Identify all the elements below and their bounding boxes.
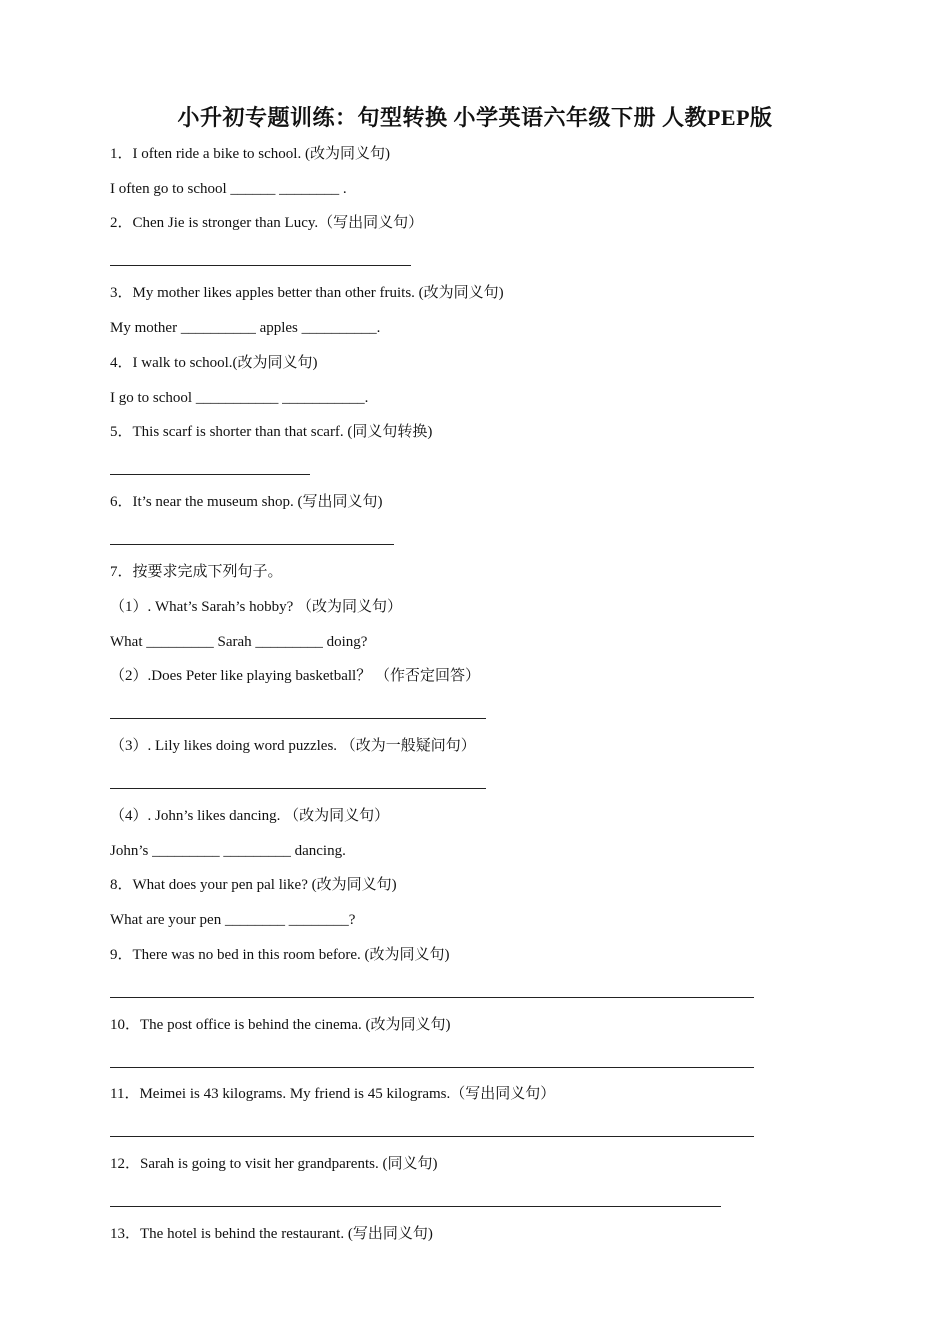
answer-7-1[interactable]: What _________ Sarah _________ doing? — [110, 634, 368, 650]
question-7-1: （1）. What’s Sarah’s hobby? （改为同义句） — [110, 599, 403, 615]
answer-line-9[interactable] — [110, 997, 754, 998]
question-11: 11．Meimei is 43 kilograms. My friend is 45 kilograms.（写出同义句） — [110, 1086, 556, 1102]
question-7: 7．按要求完成下列句子。 — [110, 564, 283, 580]
answer-4[interactable]: I go to school ___________ ___________. — [110, 390, 369, 406]
answer-1[interactable]: I often go to school ______ ________ . — [110, 181, 347, 197]
question-5: 5．This scarf is shorter than that scarf. (同义句转换) — [110, 424, 433, 440]
question-2: 2．Chen Jie is stronger than Lucy.（写出同义句） — [110, 215, 424, 231]
answer-line-7-2[interactable] — [110, 718, 486, 719]
question-1: 1．I often ride a bike to school. (改为同义句) — [110, 146, 390, 162]
question-4: 4．I walk to school.(改为同义句) — [110, 355, 318, 371]
question-10: 10．The post office is behind the cinema. (改为同义句) — [110, 1017, 451, 1033]
question-12: 12．Sarah is going to visit her grandparents. (同义句) — [110, 1156, 438, 1172]
page-title: 小升初专题训练：句型转换 小学英语六年级下册 人教PEP版 — [177, 105, 773, 130]
answer-line-10[interactable] — [110, 1067, 754, 1068]
question-6: 6．It’s near the museum shop. (写出同义句) — [110, 494, 383, 510]
answer-line-6[interactable] — [110, 544, 394, 545]
question-7-3: （3）. Lily likes doing word puzzles. （改为一般疑问句） — [110, 738, 476, 754]
question-7-2: （2）.Does Peter like playing basketball？ （作否定回答） — [110, 668, 480, 684]
answer-line-2[interactable] — [110, 265, 411, 266]
answer-3[interactable]: My mother __________ apples __________. — [110, 320, 381, 336]
question-3: 3．My mother likes apples better than other fruits. (改为同义句) — [110, 285, 504, 301]
answer-8[interactable]: What are your pen ________ ________? — [110, 912, 356, 928]
question-9: 9．There was no bed in this room before. (改为同义句) — [110, 947, 450, 963]
question-8: 8．What does your pen pal like? (改为同义句) — [110, 877, 397, 893]
answer-7-4[interactable]: John’s _________ _________ dancing. — [110, 843, 346, 859]
question-7-4: （4）. John’s likes dancing. （改为同义句） — [110, 808, 390, 824]
question-13: 13．The hotel is behind the restaurant. (写出同义句) — [110, 1226, 433, 1242]
answer-line-11[interactable] — [110, 1136, 754, 1137]
answer-line-7-3[interactable] — [110, 788, 486, 789]
answer-line-5[interactable] — [110, 474, 310, 475]
answer-line-12[interactable] — [110, 1206, 721, 1207]
